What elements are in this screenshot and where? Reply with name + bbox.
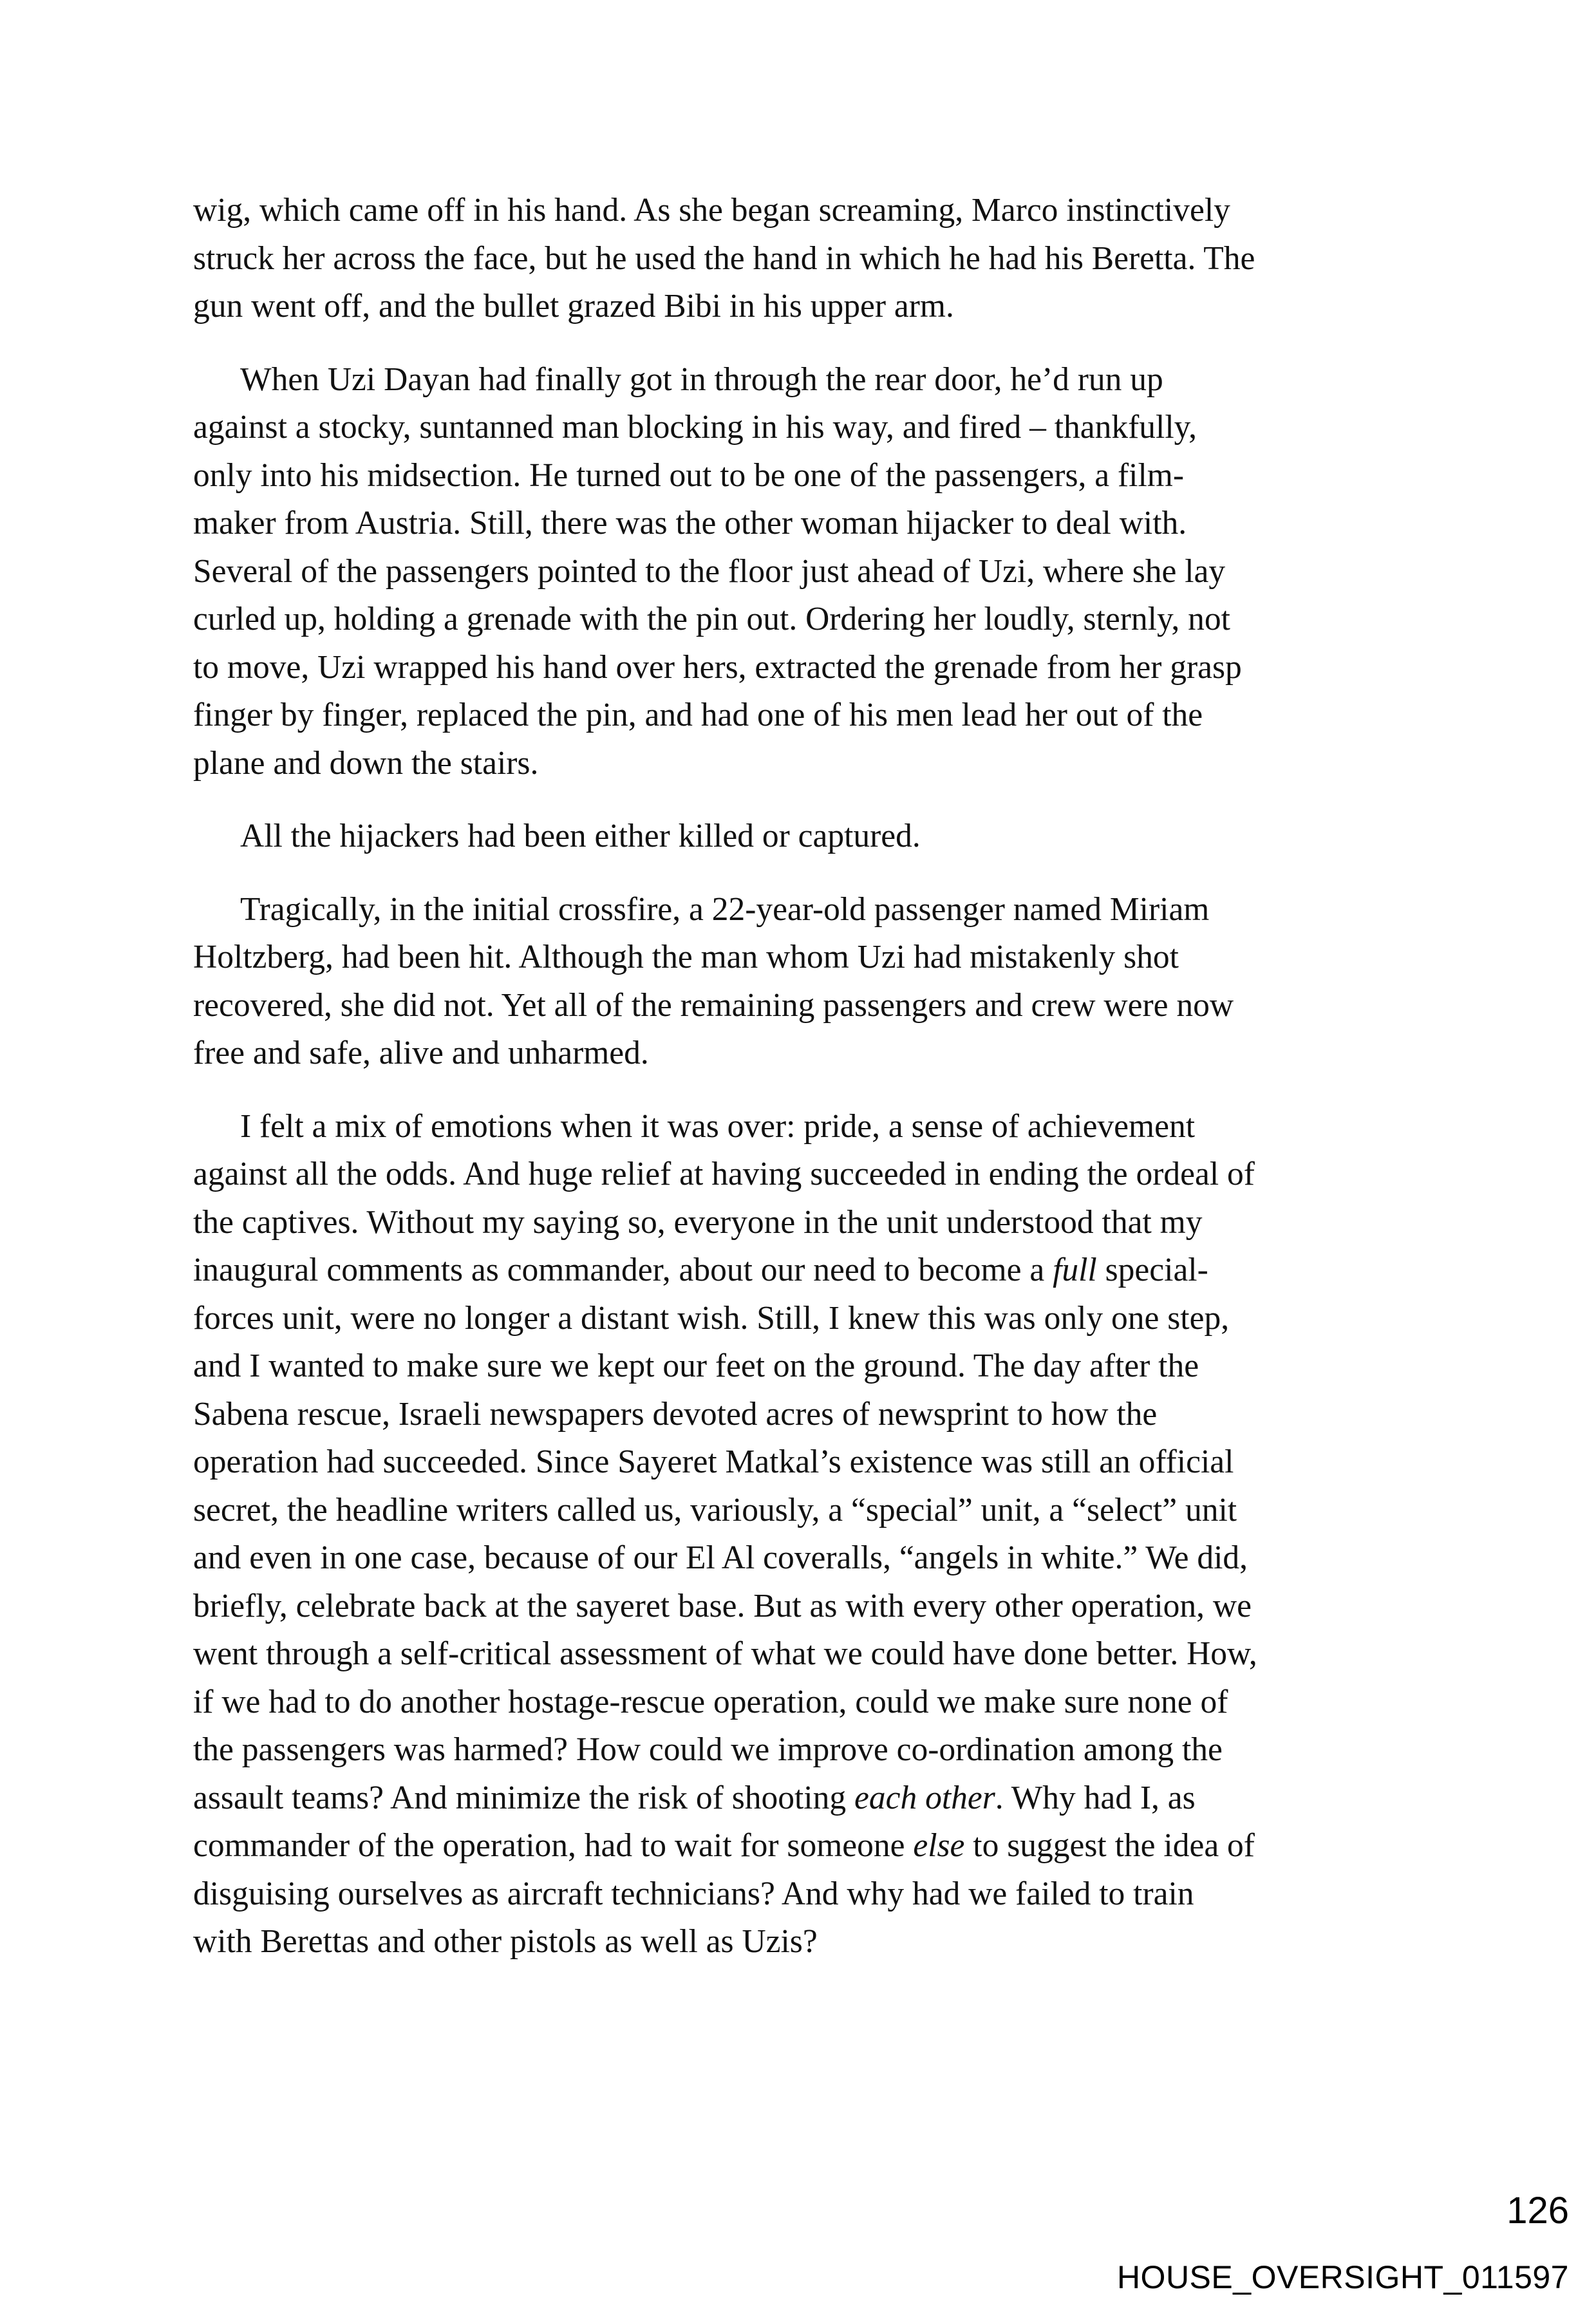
text-segment: special-: [1096, 1252, 1208, 1288]
emphasis-full: full: [1053, 1252, 1097, 1288]
text-line: When Uzi Dayan had finally got in through the rear door, he’d run up: [240, 361, 1163, 398]
page-number: 126: [1507, 2190, 1569, 2232]
text-line: All the hijackers had been either killed or captured.: [240, 818, 921, 854]
text-line: forces unit, were no longer a distant wish. Still, I knew this was only one step,: [193, 1299, 1230, 1337]
text-line-with-emphasis: [193, 1774, 1416, 1823]
emphasis-each-other: each other: [854, 1779, 995, 1816]
text-line: and I wanted to make sure we kept our feet on the ground. The day after the: [193, 1348, 1199, 1384]
text-line: wig, which came off in his hand. As she began screaming, Marco instinctively: [193, 192, 1230, 229]
text-line: went through a self-critical assessment of what we could have done better. How,: [193, 1635, 1257, 1672]
text-line: plane and down the stairs.: [193, 744, 539, 782]
text-line-with-emphasis: [193, 1246, 1416, 1295]
text-line: briefly, celebrate back at the sayeret base. But as with every other operation, we: [193, 1587, 1252, 1624]
text-line: I felt a mix of emotions when it was over: pride, a sense of achievement: [240, 1107, 1196, 1145]
text-line: Holtzberg, had been hit. Although the man whom Uzi had mistakenly shot: [193, 939, 1179, 975]
text-segment: commander of the operation, had to wait for someone: [193, 1827, 914, 1864]
paragraph-4: [193, 886, 1416, 1078]
bates-number: HOUSE_OVERSIGHT_011597: [1116, 2259, 1569, 2295]
text-line: free and safe, alive and unharmed.: [193, 1035, 649, 1071]
text-line: with Berettas and other pistols as well as Uzis?: [193, 1923, 818, 1960]
text-line: to move, Uzi wrapped his hand over hers, extracted the grenade from her grasp: [193, 648, 1242, 686]
text-line: curled up, holding a grenade with the pin out. Ordering her loudly, sternly, not: [193, 601, 1230, 637]
text-line: if we had to do another hostage-rescue operation, could we make sure none of: [193, 1683, 1228, 1720]
paragraph-3: [193, 813, 1416, 861]
text-line: struck her across the face, but he used the hand in which he had his Beretta. The: [193, 240, 1255, 277]
text-line: maker from Austria. Still, there was the other woman hijacker to deal with.: [193, 505, 1187, 541]
emphasis-else: else: [913, 1827, 965, 1864]
paragraph-5: [193, 1103, 1416, 1966]
text-line: gun went off, and the bullet grazed Bibi in his upper arm.: [193, 288, 954, 324]
paragraph-1: [193, 187, 1416, 331]
text-line: Tragically, in the initial crossfire, a 22-year-old passenger named Miriam: [240, 890, 1210, 928]
text-line: only into his midsection. He turned out to be one of the passengers, a film-: [193, 456, 1184, 494]
text-line: Sabena rescue, Israeli newspapers devoted acres of newsprint to how the: [193, 1395, 1158, 1433]
text-segment: inaugural comments as commander, about our need to become a: [193, 1252, 1053, 1288]
text-line: secret, the headline writers called us, variously, a “special” unit, a “select” unit: [193, 1491, 1237, 1528]
text-line: finger by finger, replaced the pin, and had one of his men lead her out of the: [193, 697, 1203, 733]
text-line: against all the odds. And huge relief at having succeeded in ending the ordeal of: [193, 1156, 1255, 1192]
text-line: against a stocky, suntanned man blocking in his way, and fired – thankfully,: [193, 409, 1197, 446]
text-segment: . Why had I, as: [995, 1779, 1196, 1816]
text-line: disguising ourselves as aircraft technicians? And why had we failed to train: [193, 1875, 1194, 1912]
paragraph-2: [193, 356, 1416, 788]
text-segment: assault teams? And minimize the risk of shooting: [193, 1779, 854, 1816]
body-text: [193, 187, 1416, 1991]
text-line-with-emphasis: [193, 1822, 1416, 1870]
text-line: the captives. Without my saying so, everyone in the unit understood that my: [193, 1203, 1203, 1241]
text-line: the passengers was harmed? How could we improve co-ordination among the: [193, 1731, 1223, 1768]
text-segment: to suggest the idea of: [964, 1827, 1255, 1864]
text-line: and even in one case, because of our El Al coveralls, “angels in white.” We did,: [193, 1539, 1248, 1576]
text-line: operation had succeeded. Since Sayeret Matkal’s existence was still an official: [193, 1443, 1234, 1480]
text-line: Several of the passengers pointed to the floor just ahead of Uzi, where she lay: [193, 552, 1226, 590]
text-line: recovered, she did not. Yet all of the remaining passengers and crew were now: [193, 986, 1234, 1024]
